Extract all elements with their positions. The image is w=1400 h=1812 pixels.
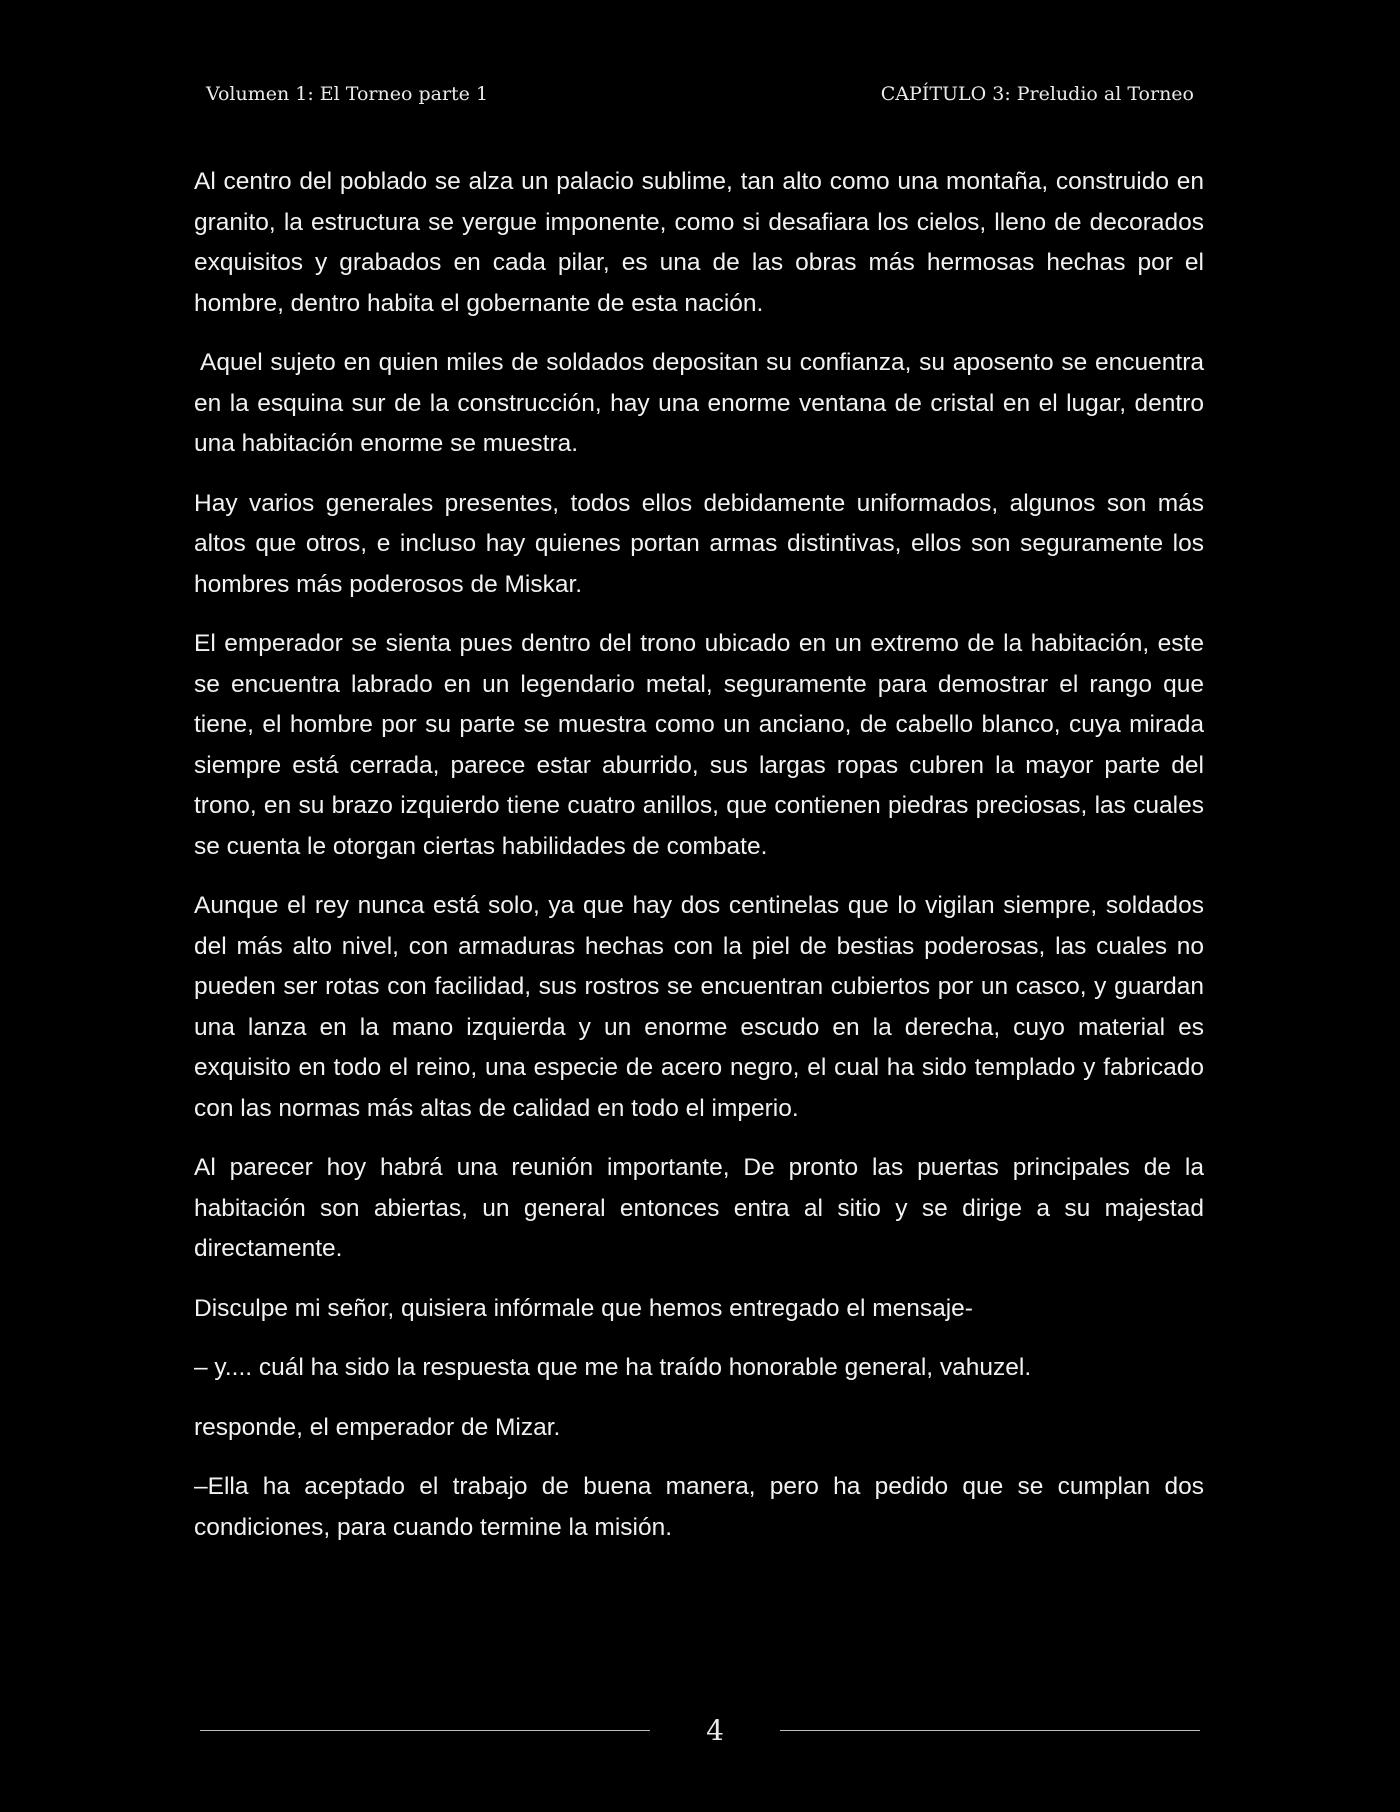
paragraph: Hay varios generales presentes, todos ellos debidamente uniformados, algunos son más altos que otros, e incluso hay quienes portan armas distintivas, ellos son seguramente los hombres más poderosos de Miskar. bbox=[194, 489, 1204, 598]
dialogue-line: Disculpe mi señor, quisiera infórmale que hemos entregado el mensaje- bbox=[194, 1294, 973, 1322]
paragraph: Al centro del poblado se alza un palacio sublime, tan alto como una montaña, construido en granito, la estructura se yergue imponente, como si desafiara los cielos, lleno de decorados exquisitos y grabados en cada pilar, es una de las obras más hermosas hechas por el hombre, dentro habita el gobernante de esta nación. bbox=[194, 168, 1204, 317]
page-number: 4 bbox=[706, 1713, 724, 1747]
dialogue-line: responde, el emperador de Mizar. bbox=[194, 1413, 561, 1441]
volume-title: Volumen 1: El Torneo parte 1 bbox=[206, 83, 489, 105]
paragraph: Aunque el rey nunca está solo, ya que hay dos centinelas que lo vigilan siempre, soldados del más alto nivel, con armaduras hechas con la piel de bestias poderosas, las cuales no pueden ser rotas con facilidad, sus rostros se encuentran cubiertos por un casco, y guardan una lanza en la mano izquierda y un enorme escudo en la derecha, cuyo material es exquisito en todo el reino, una especie de acero negro, el cual ha sido templado y fabricado con las normas más altas de calidad en todo el imperio. bbox=[194, 892, 1204, 1122]
paragraph: Al parecer hoy habrá una reunión importante, De pronto las puertas principales de la habitación son abiertas, un general entonces entra al sitio y se dirige a su majestad directamente. bbox=[194, 1154, 1204, 1262]
paragraph: El emperador se sienta pues dentro del trono ubicado en un extremo de la habitación, este se encuentra labrado en un legendario metal, seguramente para demostrar el rango que tiene, el hombre por su parte se muestra como un anciano, de cabello blanco, cuya mirada siempre está cerrada, parece estar aburrido, sus largas ropas cubren la mayor parte del trono, en su brazo izquierdo tiene cuatro anillos, que contienen piedras preciosas, las cuales se cuenta le otorgan ciertas habilidades de combate. bbox=[194, 630, 1204, 860]
paragraph: Aquel sujeto en quien miles de soldados depositan su confianza, su aposento se encuentra en la esquina sur de la construcción, hay una enorme ventana de cristal en el lugar, dentro una habitación enorme se muestra. bbox=[194, 349, 1204, 457]
page-footer bbox=[200, 1708, 1200, 1752]
dialogue-line: –Ella ha aceptado el trabajo de buena manera, pero ha pedido que se cumplan dos condiciones, para cuando termine la misión. bbox=[194, 1473, 1204, 1541]
footer-rule-right bbox=[780, 1730, 1200, 1731]
running-header bbox=[206, 78, 1194, 110]
chapter-title: CAPÍTULO 3: Preludio al Torneo bbox=[880, 83, 1194, 105]
page-body bbox=[194, 162, 1204, 1567]
footer-rule-left bbox=[200, 1730, 650, 1731]
dialogue-line: – y.... cuál ha sido la respuesta que me ha traído honorable general, vahuzel. bbox=[194, 1354, 1032, 1381]
